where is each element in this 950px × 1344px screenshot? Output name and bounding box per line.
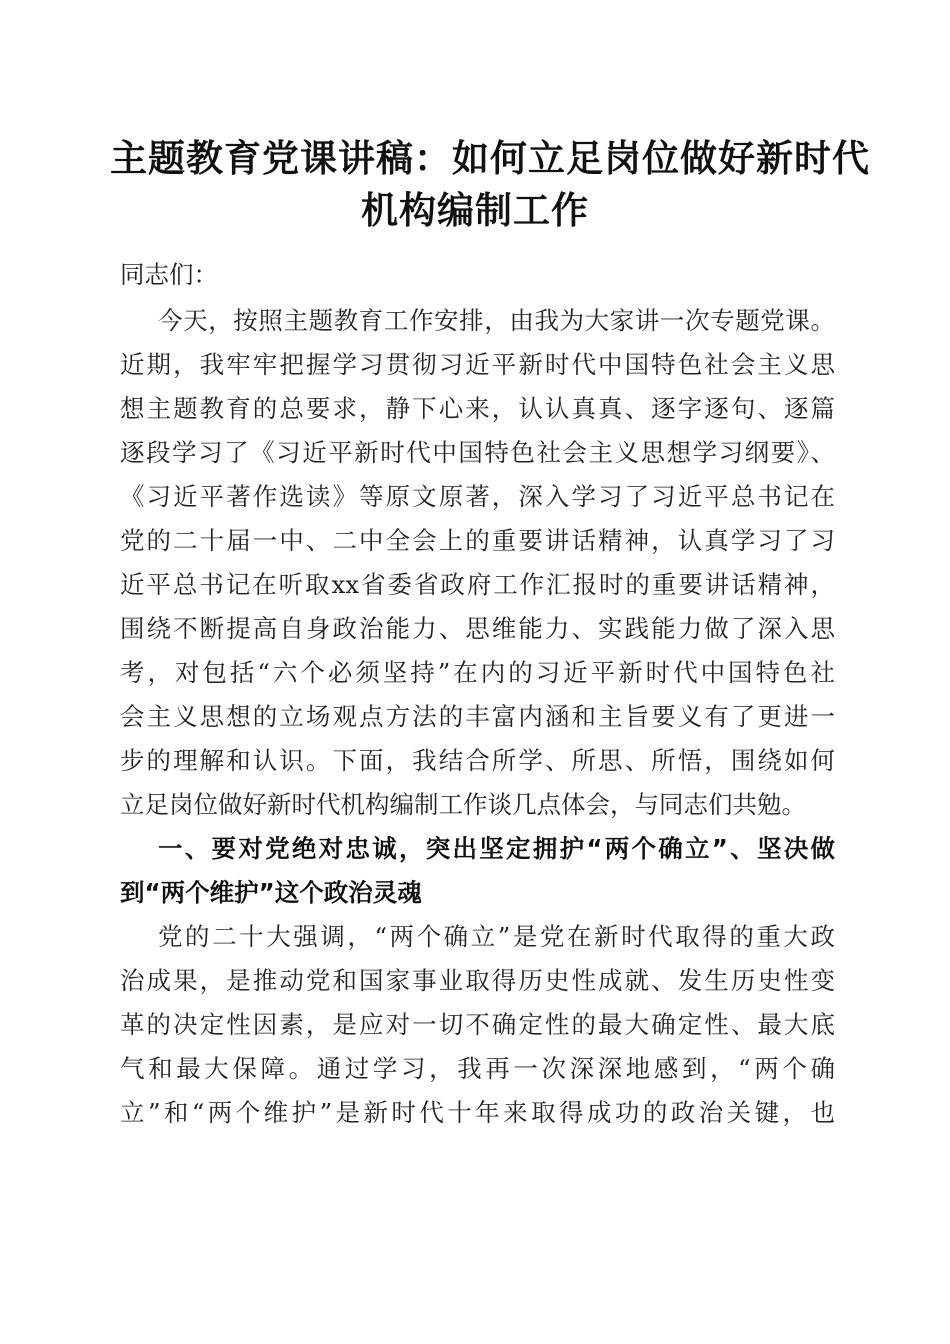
paragraph-line: 气和最大保障。通过学习，我再一次深深地感到，“两个确 xyxy=(120,1054,835,1083)
paragraph-line: 党的二十大强调，“两个确立”是党在新时代取得的重大政 xyxy=(158,922,835,951)
title-line: 机构编制工作 xyxy=(361,188,589,232)
paragraph-line: 近平总书记在听取xx省委省政府工作汇报时的重要讲话精神， xyxy=(120,570,835,599)
paragraph-line: 想主题教育的总要求，静下心来，认认真真、逐字逐句、逐篇 xyxy=(120,394,835,423)
paragraph-1 xyxy=(120,299,835,827)
document-title xyxy=(110,132,870,236)
paragraph-line: 围绕不断提高自身政治能力、思维能力、实践能力做了深入思 xyxy=(120,614,835,643)
paragraph-line: 近期，我牢牢把握学习贯彻习近平新时代中国特色社会主义思 xyxy=(120,350,835,379)
paragraph-line: 立足岗位做好新时代机构编制工作谈几点体会，与同志们共勉。 xyxy=(120,790,806,819)
paragraph-line: 治成果，是推动党和国家事业取得历史性成就、发生历史性变 xyxy=(120,966,835,995)
salutation: 同志们： xyxy=(120,260,218,289)
heading-line: 到“两个维护”这个政治灵魂 xyxy=(120,878,422,907)
paragraph-2 xyxy=(120,915,835,1135)
paragraph-line: 逐段学习了《习近平新时代中国特色社会主义思想学习纲要》、 xyxy=(120,438,835,467)
paragraph-line: 党的二十届一中、二中全会上的重要讲话精神，认真学习了习 xyxy=(120,526,835,555)
heading-line: 一、要对党绝对忠诚，突出坚定拥护“两个确立”、坚决做 xyxy=(158,834,835,863)
title-line: 主题教育党课讲稿：如何立足岗位做好新时代 xyxy=(110,136,870,180)
paragraph-line: 《习近平著作选读》等原文原著，深入学习了习近平总书记在 xyxy=(120,482,835,511)
paragraph-line: 步的理解和认识。下面，我结合所学、所思、所悟，围绕如何 xyxy=(120,746,835,775)
paragraph-line: 今天，按照主题教育工作安排，由我为大家讲一次专题党课。 xyxy=(158,306,835,335)
document-body xyxy=(120,253,835,1135)
paragraph-line: 会主义思想的立场观点方法的丰富内涵和主旨要义有了更进一 xyxy=(120,702,835,731)
paragraph-line: 考，对包括“六个必须坚持”在内的习近平新时代中国特色社 xyxy=(120,658,835,687)
paragraph-line: 革的决定性因素，是应对一切不确定性的最大确定性、最大底 xyxy=(120,1010,835,1039)
section-heading-1 xyxy=(120,827,835,915)
paragraph-line: 立”和“两个维护”是新时代十年来取得成功的政治关键，也 xyxy=(120,1098,835,1127)
